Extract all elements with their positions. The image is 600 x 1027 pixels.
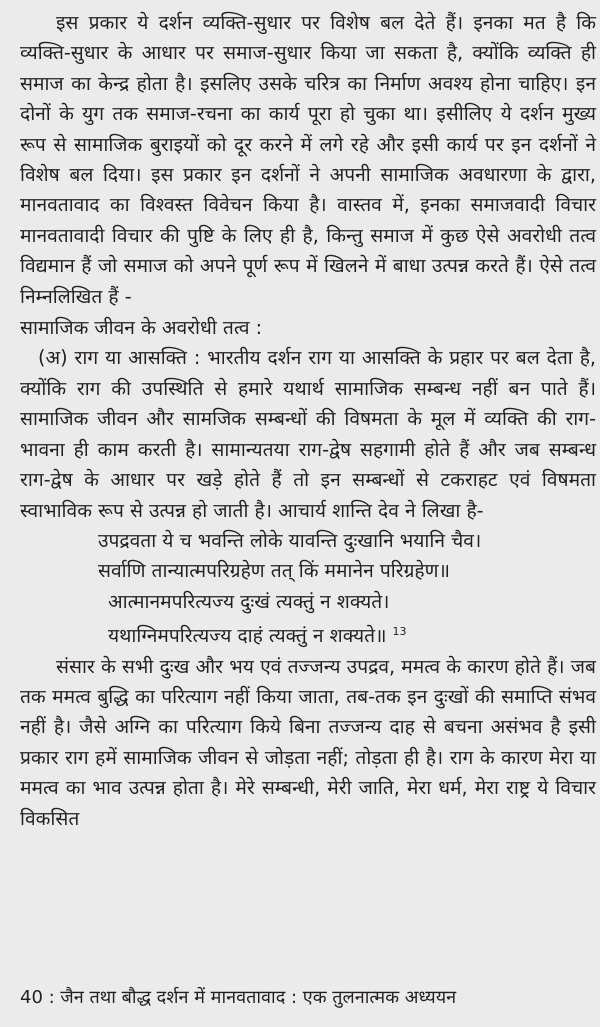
- verse-line-1: उपद्रवता ये च भवन्ति लोके यावन्ति दुःखानि भयानि चैव।: [98, 528, 482, 552]
- verse-line-4: यथाग्निमपरित्यज्य दाहं त्यक्तुं न शक्यते॥: [108, 624, 387, 648]
- verse-line-3: आत्मानमपरित्यज्य दुःखं त्यक्तुं न शक्यते।: [108, 589, 390, 613]
- section-heading: सामाजिक जीवन के अवरोधी तत्व :: [20, 316, 263, 340]
- paragraph-2: (अ) राग या आसक्ति : भारतीय दर्शन राग या आसक्ति के प्रहार पर बल देता है, क्योंकि राग की उपस्थिति से हमारे यथार्थ सामाजिक सम्बन्ध नहीं बन पाते हैं। सामाजिक जीवन और सामजिक सम्बन्धों की विषमता के मूल में व्यक्ति की राग-भावना ही काम करती है। सामान्यतया राग-द्वेष सहगामी होते हैं और जब सम्बन्ध राग-द्वेष के आधार पर खड़े होते हैं तो इन सम्बन्धों से टकराहट एवं विषमता स्वाभाविक रूप से उत्पन्न हो जाती है। आचार्य शान्ति देव ने लिखा है-: [20, 346, 596, 522]
- paragraph-3: संसार के सभी दुःख और भय एवं तज्जन्य उपद्रव, ममत्व के कारण होते हैं। जब तक ममत्व बुद्धि का परित्याग नहीं किया जाता, तब-तक इन दुःखों की समाप्ति संभव नहीं है। जैसे अग्नि का परित्याग किये बिना तज्जन्य दाह से बचना असंभव है इसी प्रकार राग हमें सामाजिक जीवन से जोड़ता नहीं; तोड़ता ही है। राग के कारण मेरा या ममत्व का भाव उत्पन्न होता है। मेरे सम्बन्धी, मेरी जाति, मेरा धर्म, मेरा राष्ट्र ये विचार विकसित: [20, 654, 596, 830]
- verse-line-2: सर्वाणि तान्यात्मपरिग्रहेण तत् किं ममानेन परिग्रहेण॥: [98, 559, 450, 583]
- footnote-reference[interactable]: 13: [392, 625, 407, 639]
- running-title: : जैन तथा बौद्ध दर्शन में मानवतावाद : एक तुलनात्मक अध्ययन: [48, 987, 457, 1008]
- page-number: 40: [20, 987, 43, 1008]
- paragraph-1: इस प्रकार ये दर्शन व्यक्ति-सुधार पर विशेष बल देते हैं। इनका मत है कि व्यक्ति-सुधार के आधार पर समाज-सुधार किया जा सकता है, क्योंकि व्यक्ति ही समाज का केन्द्र होता है। इसलिए उसके चरित्र का निर्माण अवश्य होना चाहिए। इन दोनों के युग तक समाज-रचना का कार्य पूरा हो चुका था। इसीलिए ये दर्शन मुख्य रूप से सामाजिक बुराइयों को दूर करने में लगे रहे और इसी कार्य पर इन दर्शनों ने विशेष बल दिया। इस प्रकार इन दर्शनों ने अपनी सामाजिक अवधारणा के द्वारा, मानवतावाद का विश्वस्त विवेचन किया है। वास्तव में, इनका समाजवादी विचार मानवतावादी विचार की पुष्टि के लिए ही है, किन्तु समाज में कुछ ऐसे अवरोधी तत्व विद्यमान हैं जो समाज को अपने पूर्ण रूप में खिलने में बाधा उत्पन्न करते हैं। ऐसे तत्व निम्नलिखित हैं -: [20, 11, 596, 308]
- page-footer: [20, 984, 590, 1012]
- sanskrit-verse: [20, 526, 596, 652]
- page-body: [20, 8, 596, 834]
- verse-line-4-wrapper: [20, 617, 596, 651]
